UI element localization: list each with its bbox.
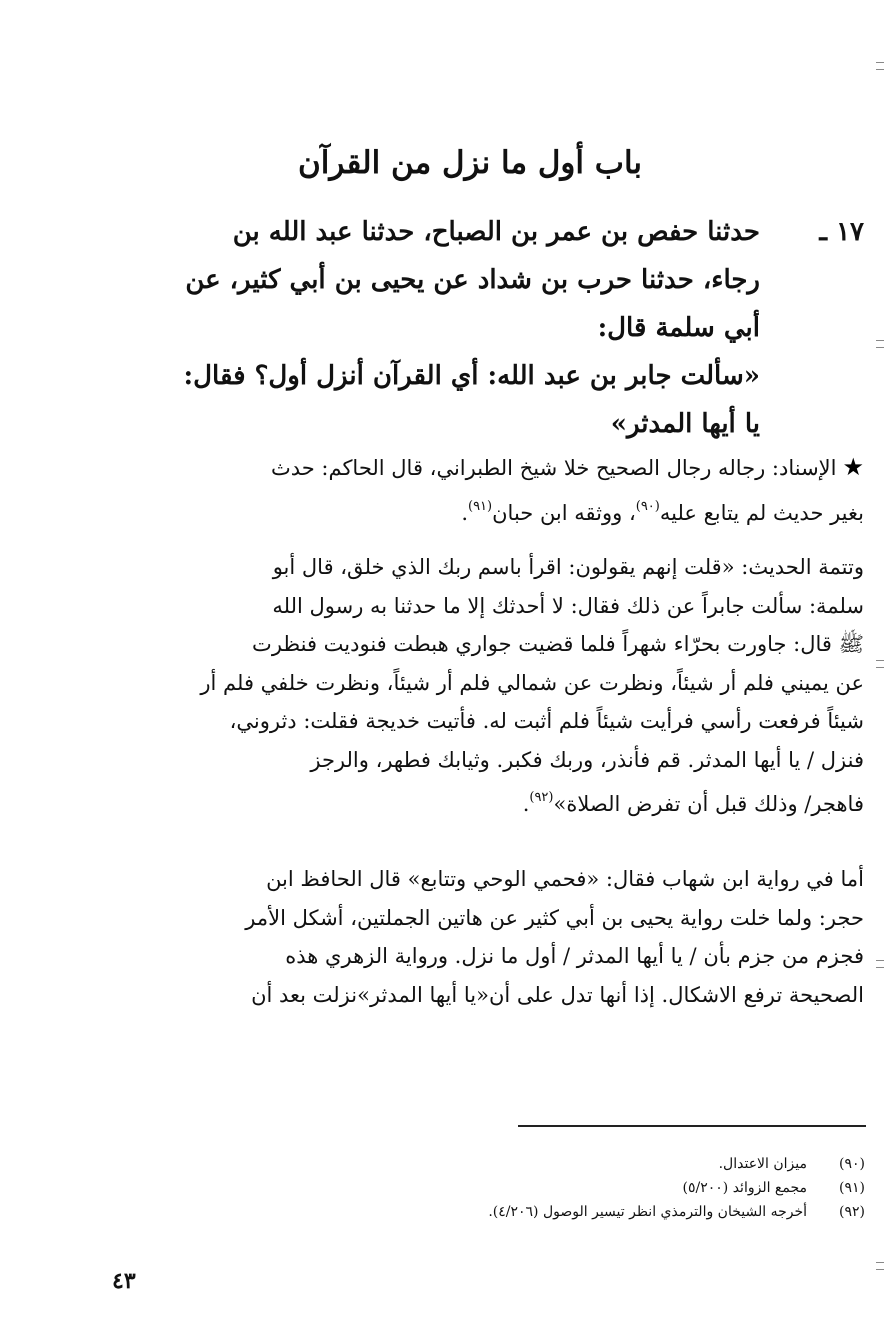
footnotes <box>300 1152 865 1224</box>
chapter-title: باب أول ما نزل من القرآن <box>297 145 643 181</box>
hadith-text <box>160 208 864 448</box>
hadith-number: ١٧ ـ <box>819 217 864 247</box>
hadith-line: أبي سلمة قال: <box>597 313 760 343</box>
margin-mark <box>876 62 884 70</box>
footnote-number: (٩٠) <box>839 1156 865 1172</box>
paragraph-line: شيئاً فرفعت رأسي فرأيت شيئاً فلم أثبت له. فأتيت خديجة فقلت: دثروني، <box>229 709 864 733</box>
footnote-ref: (٩٢) <box>529 790 554 805</box>
paragraph-line: أما في رواية ابن شهاب فقال: «فحمي الوحي وتتابع» قال الحافظ ابن <box>266 867 864 891</box>
isnad-paragraph <box>160 448 864 532</box>
margin-mark <box>876 960 884 968</box>
footnote-ref: (٩٠) <box>635 498 660 514</box>
page-number: ٤٣ <box>112 1268 136 1294</box>
paragraph-line: ﷺ قال: جاورت بحرّاء شهراً فلما قضيت جواري هبطت فنوديت فنظرت <box>252 632 864 656</box>
star-icon: ★ <box>842 453 864 481</box>
footnote-number: (٩١) <box>839 1180 865 1196</box>
paragraph-line: الصحيحة ترفع الاشكال. إذا أنها تدل على أن«يا أيها المدثر»نزلت بعد أن <box>251 982 864 1007</box>
hadith-line: ١٧ ـحدثنا حفص بن عمر بن الصباح، حدثنا عبد الله بن <box>160 208 864 256</box>
footnote <box>300 1200 865 1224</box>
paragraph-line: سلمة: سألت جابراً عن ذلك فقال: لا أحدثك إلا ما حدثنا به رسول الله <box>272 593 864 618</box>
margin-mark <box>876 1262 884 1270</box>
tatimma-paragraph <box>160 548 864 824</box>
hadith-line: يا أيها المدثر» <box>610 409 760 439</box>
paragraph-line: فاهجر/ وذلك قبل أن تفرض الصلاة»$^{(٩٢)}$. <box>522 790 864 816</box>
footnote-divider <box>518 1125 866 1127</box>
hadith-line: رجاء، حدثنا حرب بن شداد عن يحيى بن أبي كثير، عن <box>185 265 760 295</box>
paragraph-line: ★الإسناد: رجاله رجال الصحيح خلا شيخ الطبراني، قال الحاكم: حدث <box>270 453 864 481</box>
paragraph-line: فنزل / يا أيها المدثر. قم فأنذر، وربك فكبر. وثيابك فطهر، والرجز <box>310 747 864 772</box>
footnote-text: مجمع الزوائد (٥/٢٠٠) <box>682 1180 807 1196</box>
footnote-text: أخرجه الشيخان والترمذي انظر تيسير الوصول (٤/٢٠٦). <box>488 1204 807 1220</box>
margin-mark <box>876 340 884 348</box>
footnote <box>300 1176 865 1200</box>
paragraph-line: فجزم من جزم بأن / يا أيها المدثر / أول ما نزل. ورواية الزهري هذه <box>285 944 864 968</box>
hadith-line: «سألت جابر بن عبد الله: أي القرآن أنزل أول؟ فقال: <box>183 361 760 391</box>
footnote-ref: (٩١) <box>468 498 493 514</box>
ama-paragraph <box>160 860 864 1014</box>
margin-mark <box>876 660 884 668</box>
paragraph-line: عن يميني فلم أر شيئاً، ونظرت عن شمالي فلم أر شيئاً، ونظرت خلفي فلم أر <box>200 670 864 695</box>
paragraph-line: بغير حديث لم يتابع عليه$^{(٩٠)}$، ووثقه ابن حبان$^{(٩١)}$. <box>461 498 864 525</box>
footnote-text: ميزان الاعتدال. <box>718 1156 807 1172</box>
footnote-number: (٩٢) <box>839 1204 865 1220</box>
paragraph-line: حجر: ولما خلت رواية يحيى بن أبي كثير عن هاتين الجملتين، أشكل الأمر <box>245 905 864 930</box>
paragraph-line: وتتمة الحديث: «قلت إنهم يقولون: اقرأ باسم ربك الذي خلق، قال أبو <box>272 555 864 579</box>
footnote <box>300 1152 865 1176</box>
